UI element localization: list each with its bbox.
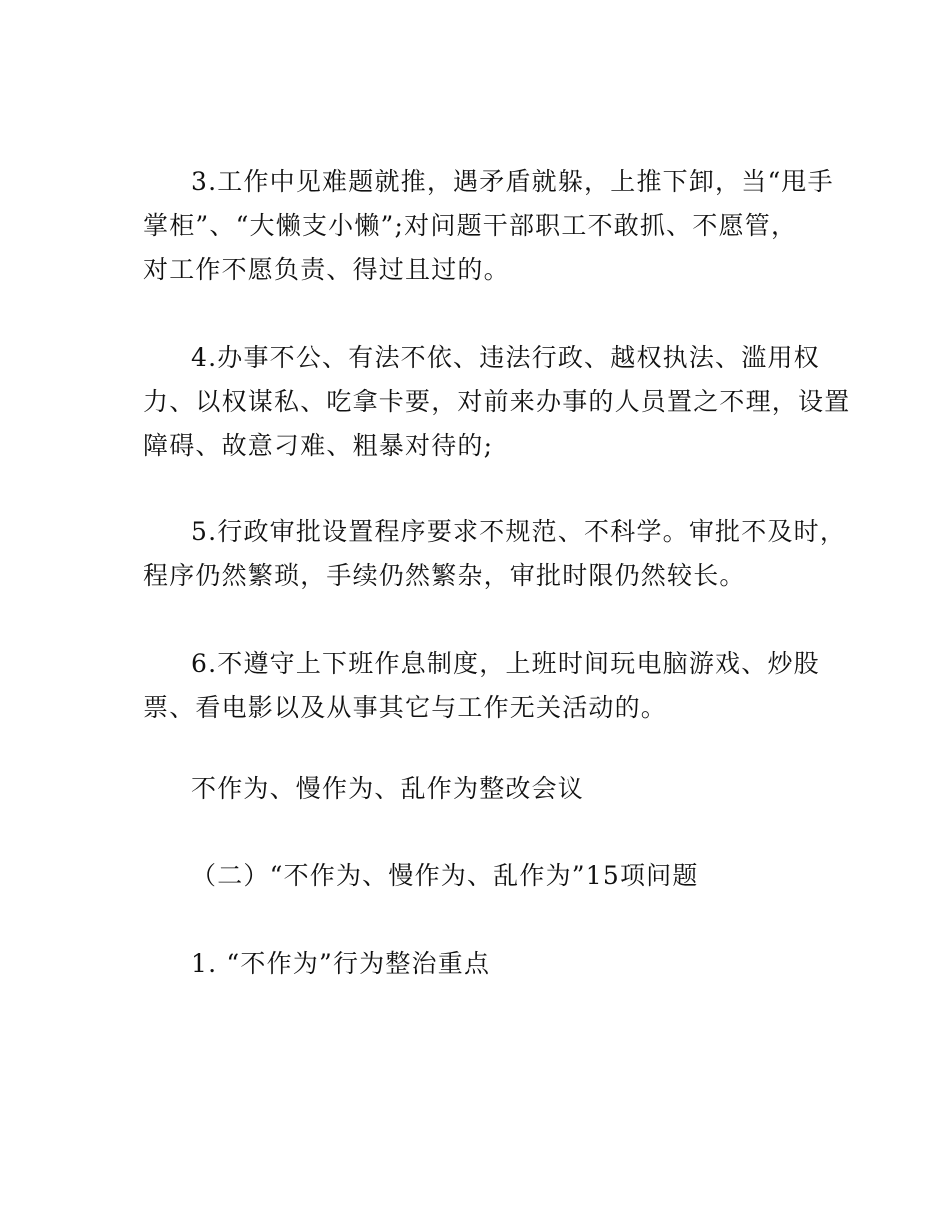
- text-line: 票、看电影以及从事其它与工作无关活动的。: [143, 693, 668, 722]
- paragraph-item-5: [143, 510, 847, 598]
- paragraph-item-6: [143, 642, 823, 730]
- list-heading: [143, 942, 823, 986]
- text-line: 障碍、故意刁难、粗暴对待的;: [143, 431, 494, 460]
- text-line: 掌柜”、“大懒支小懒”;对问题干部职工不敢抓、不愿管，: [143, 211, 798, 240]
- paragraph-item-3: [143, 160, 834, 292]
- paragraph-item-4: [143, 336, 851, 468]
- text-line: 4.办事不公、有法不依、违法行政、越权执法、滥用权: [191, 343, 820, 372]
- text-line: 5.行政审批设置程序要求不规范、不科学。审批不及时，: [191, 517, 847, 546]
- text-line: 3.工作中见难题就推，遇矛盾就躲，上推下卸，当“甩手: [191, 167, 834, 196]
- text-line: 对工作不愿负责、得过且过的。: [143, 255, 510, 284]
- text-line: 力、以权谋私、吃拿卡要，对前来办事的人员置之不理，设置: [143, 387, 851, 416]
- heading-line: （二）“不作为、慢作为、乱作为”15项问题: [191, 861, 699, 890]
- section-heading: [143, 767, 823, 811]
- subsection-heading: [143, 854, 823, 898]
- text-line: 6.不遵守上下班作息制度，上班时间玩电脑游戏、炒股: [191, 649, 820, 678]
- heading-line: 1. “不作为”行为整治重点: [191, 949, 491, 978]
- heading-line: 不作为、慢作为、乱作为整改会议: [191, 774, 585, 803]
- text-line: 程序仍然繁琐，手续仍然繁杂，审批时限仍然较长。: [143, 561, 746, 590]
